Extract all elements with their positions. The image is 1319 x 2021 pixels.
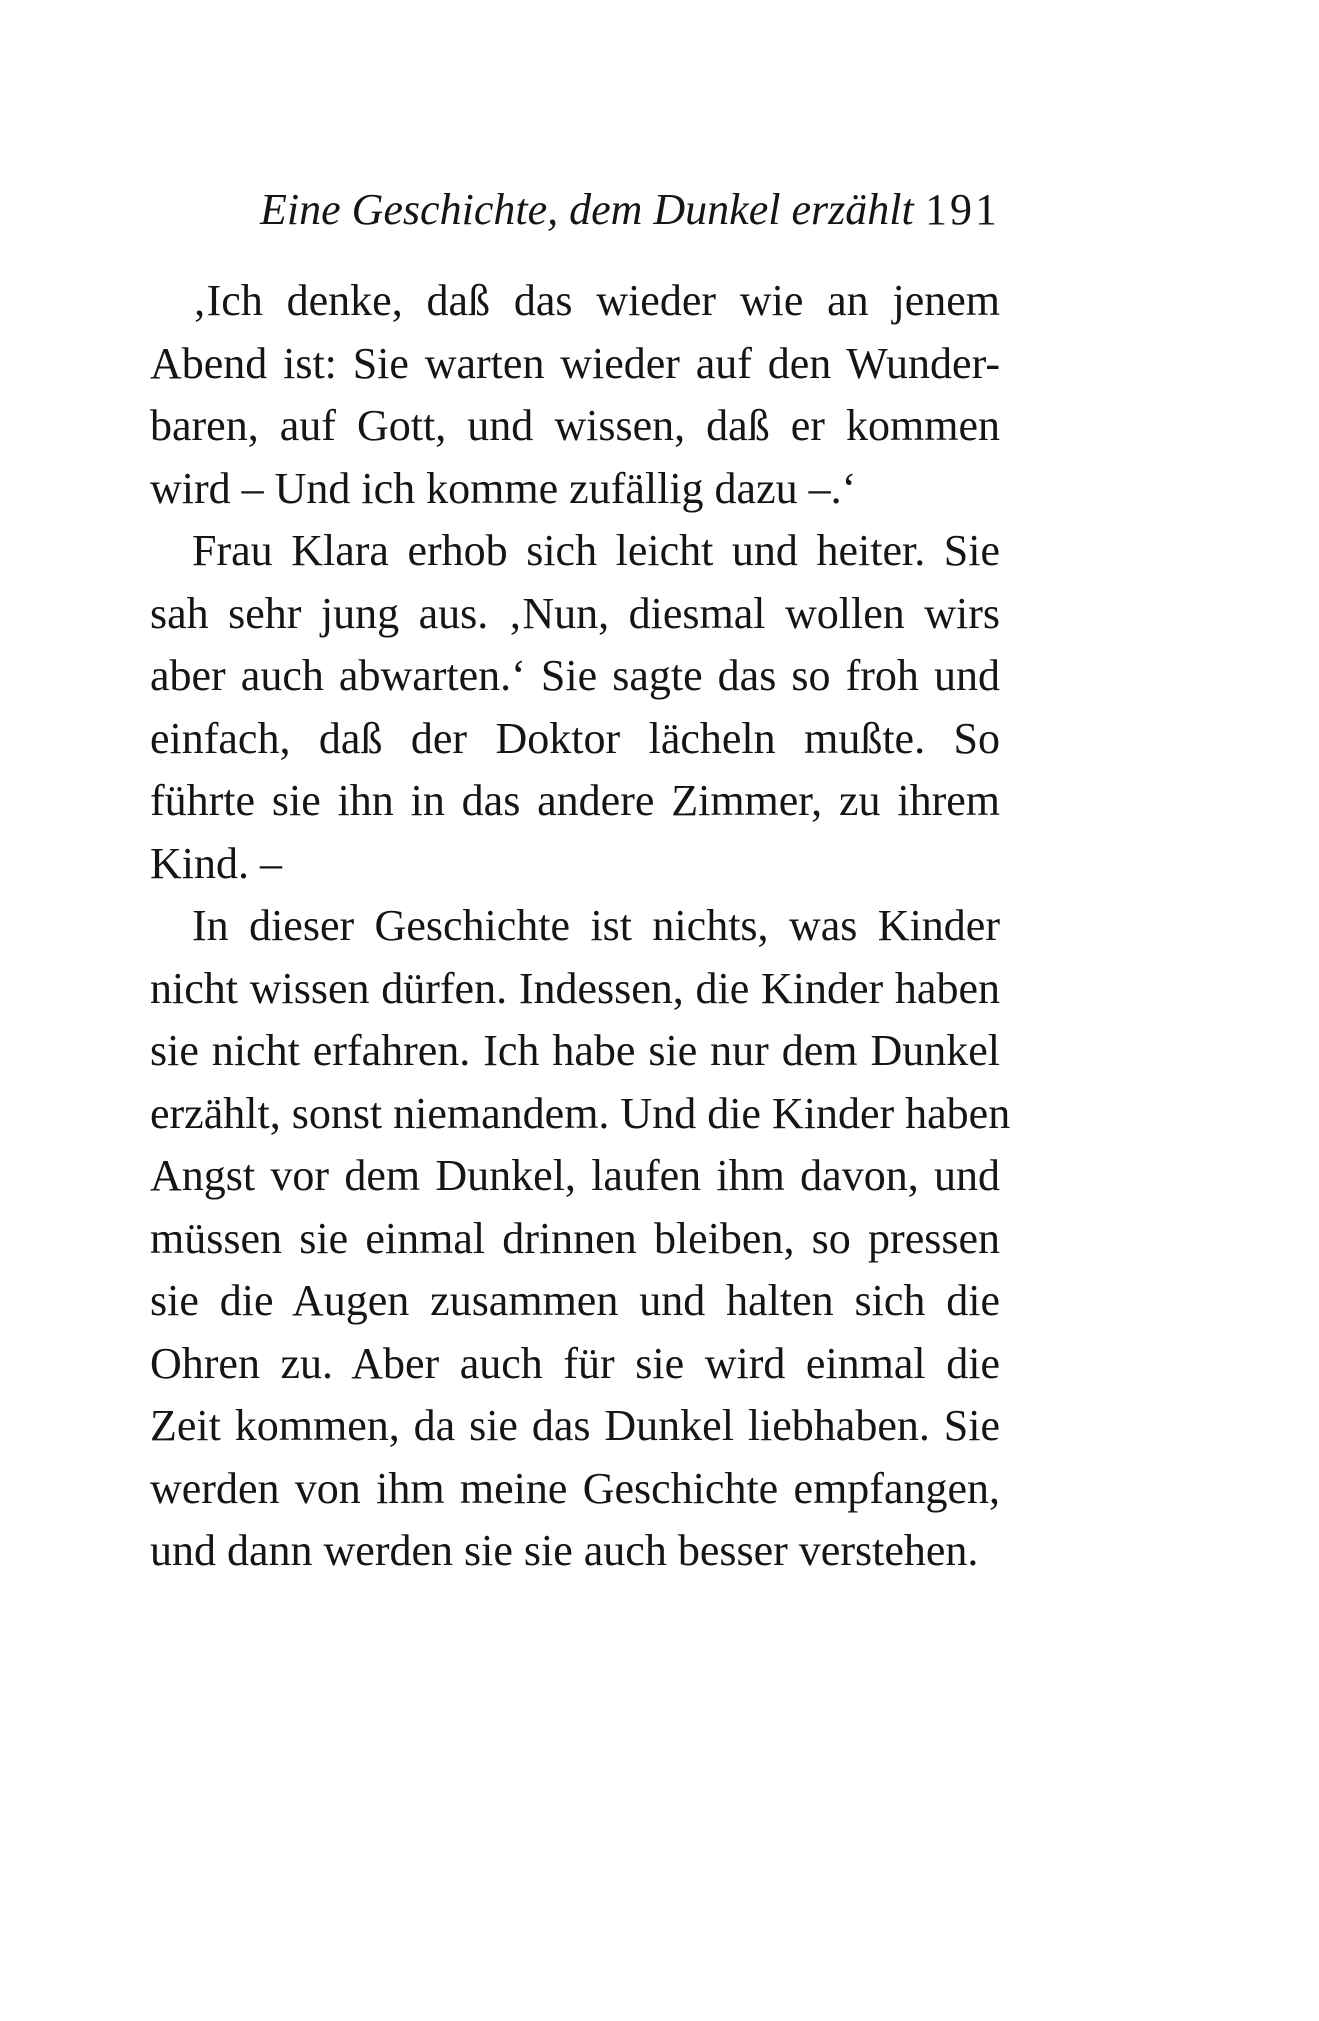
text-line: sie die Augen zusammen und halten sich die [150, 1276, 1000, 1325]
text-line: baren, auf Gott, und wissen, daß er kommen [150, 401, 1000, 450]
text-line: einfach, daß der Doktor lächeln mußte. So [150, 713, 1000, 763]
text-line: nicht wissen dürfen. Indessen, die Kinder haben [150, 963, 1000, 1013]
text-line: und dann werden sie sie auch besser verstehen. [150, 1526, 979, 1575]
paragraph-1 [150, 270, 1000, 520]
text-line: Zeit kommen, da sie das Dunkel liebhaben. Sie [150, 1401, 1000, 1450]
text-line: müssen sie einmal drinnen bleiben, so pressen [150, 1213, 1000, 1263]
paragraph-3 [150, 895, 1011, 1583]
running-head [150, 182, 1000, 238]
text-line: ‚Ich denke, daß das wieder wie an jenem [192, 276, 1000, 325]
text-line: aber auch abwarten.‘ Sie sagte das so froh und [150, 651, 1000, 700]
text-line: wird – Und ich komme zufällig dazu –.‘ [150, 463, 857, 513]
text-line: erzählt, sonst niemandem. Und die Kinder haben [150, 1088, 1011, 1138]
text-line: sah sehr jung aus. ‚Nun, diesmal wollen wirs [150, 588, 1000, 638]
body-text [150, 270, 1011, 1583]
text-line: sie nicht erfahren. Ich habe sie nur dem Dunkel [150, 1026, 1000, 1075]
text-line: führte sie ihn in das andere Zimmer, zu ihrem [150, 776, 1000, 825]
text-line: Frau Klara erhob sich leicht und heiter. Sie [192, 526, 1000, 575]
running-title: Eine Geschichte, dem Dunkel erzählt [260, 185, 914, 234]
text-line: Ohren zu. Aber auch für sie wird einmal die [150, 1338, 1000, 1388]
page-number: 191 [925, 185, 1000, 234]
text-line: werden von ihm meine Geschichte empfangen, [150, 1463, 1000, 1513]
text-line: Angst vor dem Dunkel, laufen ihm davon, und [150, 1151, 1000, 1200]
text-line: Kind. – [150, 838, 282, 888]
text-line: In dieser Geschichte ist nichts, was Kinder [192, 901, 1000, 950]
text-line: Abend ist: Sie warten wieder auf den Wunder- [150, 338, 1000, 388]
paragraph-2 [150, 520, 1000, 895]
